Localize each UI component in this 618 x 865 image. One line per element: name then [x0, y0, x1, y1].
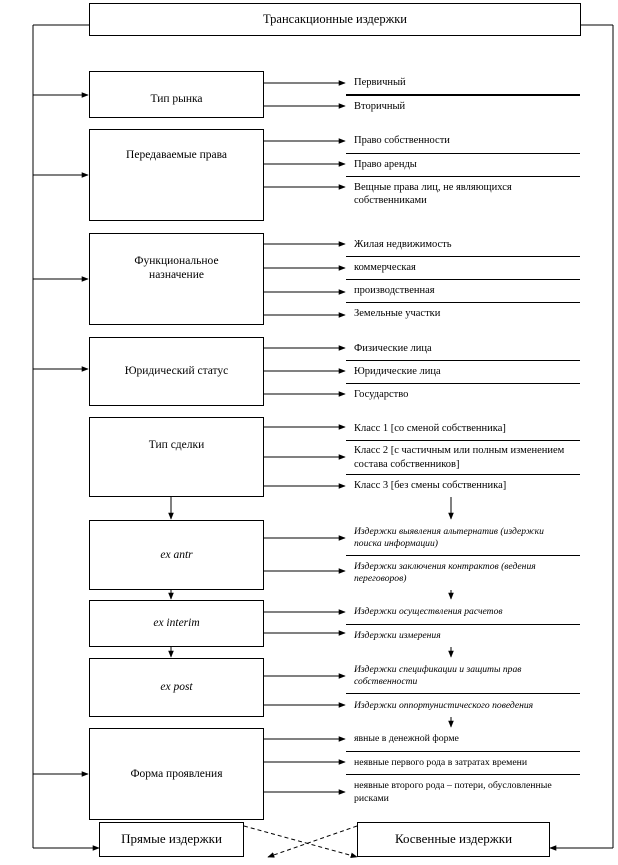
- diagram-title: Трансакционные издержки: [89, 3, 581, 36]
- cell-property-rights-non-owners: Вещные права лиц, не являющихся собственниками: [346, 176, 580, 211]
- cell-opportunism-costs: Издержки оппортунистического поведения: [346, 693, 580, 717]
- cell-class-1: Класс 1 [со сменой собственника]: [346, 417, 580, 440]
- block-legal-status: Юридический статус: [89, 337, 264, 406]
- cell-residential: Жилая недвижимость: [346, 233, 580, 256]
- cell-measurement-costs: Издержки измерения: [346, 624, 580, 647]
- block-manifestation-form: Форма проявления: [89, 728, 264, 820]
- cell-contracting-costs: Издержки заключения контрактов (ведения переговоров): [346, 555, 580, 590]
- block-transferred-rights: Передаваемые права: [89, 129, 264, 221]
- cell-state: Государство: [346, 383, 580, 406]
- cell-class-3: Класс 3 [без смены собственника]: [346, 474, 580, 497]
- cell-lease-right: Право аренды: [346, 153, 580, 176]
- cell-individuals: Физические лица: [346, 337, 580, 360]
- indirect-costs-box: Косвенные издержки: [357, 822, 550, 857]
- block-ex-ante: ex antr: [89, 520, 264, 590]
- cell-legal-entities: Юридические лица: [346, 360, 580, 383]
- cell-explicit-monetary: явные в денежной форме: [346, 728, 580, 751]
- cell-secondary: Вторичный: [346, 95, 580, 118]
- block-market-type: Тип рынка: [89, 71, 264, 118]
- cell-search-costs: Издержки выявления альтернатив (издержки поиска информации): [346, 520, 580, 555]
- cell-class-2: Класс 2 [с частичным или полным изменением состава собственников]: [346, 440, 580, 474]
- cell-specification-costs: Издержки спецификации и защиты прав собственности: [346, 658, 580, 693]
- block-ex-interim: ex interim: [89, 600, 264, 647]
- direct-costs-box: Прямые издержки: [99, 822, 244, 857]
- cell-primary: Первичный: [346, 71, 580, 95]
- cell-land-plots: Земельные участки: [346, 302, 580, 325]
- block-deal-type: Тип сделки: [89, 417, 264, 497]
- block-functional-purpose: Функциональное назначение: [89, 233, 264, 325]
- block-ex-post: ex post: [89, 658, 264, 717]
- cell-implicit-time: неявные первого рода в затратах времени: [346, 751, 580, 774]
- cell-ownership-right: Право собственности: [346, 129, 580, 153]
- cell-settlement-costs: Издержки осуществления расчетов: [346, 600, 580, 624]
- cell-commercial: коммерческая: [346, 256, 580, 279]
- cell-industrial: производственная: [346, 279, 580, 302]
- cell-implicit-risk: неявные второго рода – потери, обусловленные рисками: [346, 774, 580, 810]
